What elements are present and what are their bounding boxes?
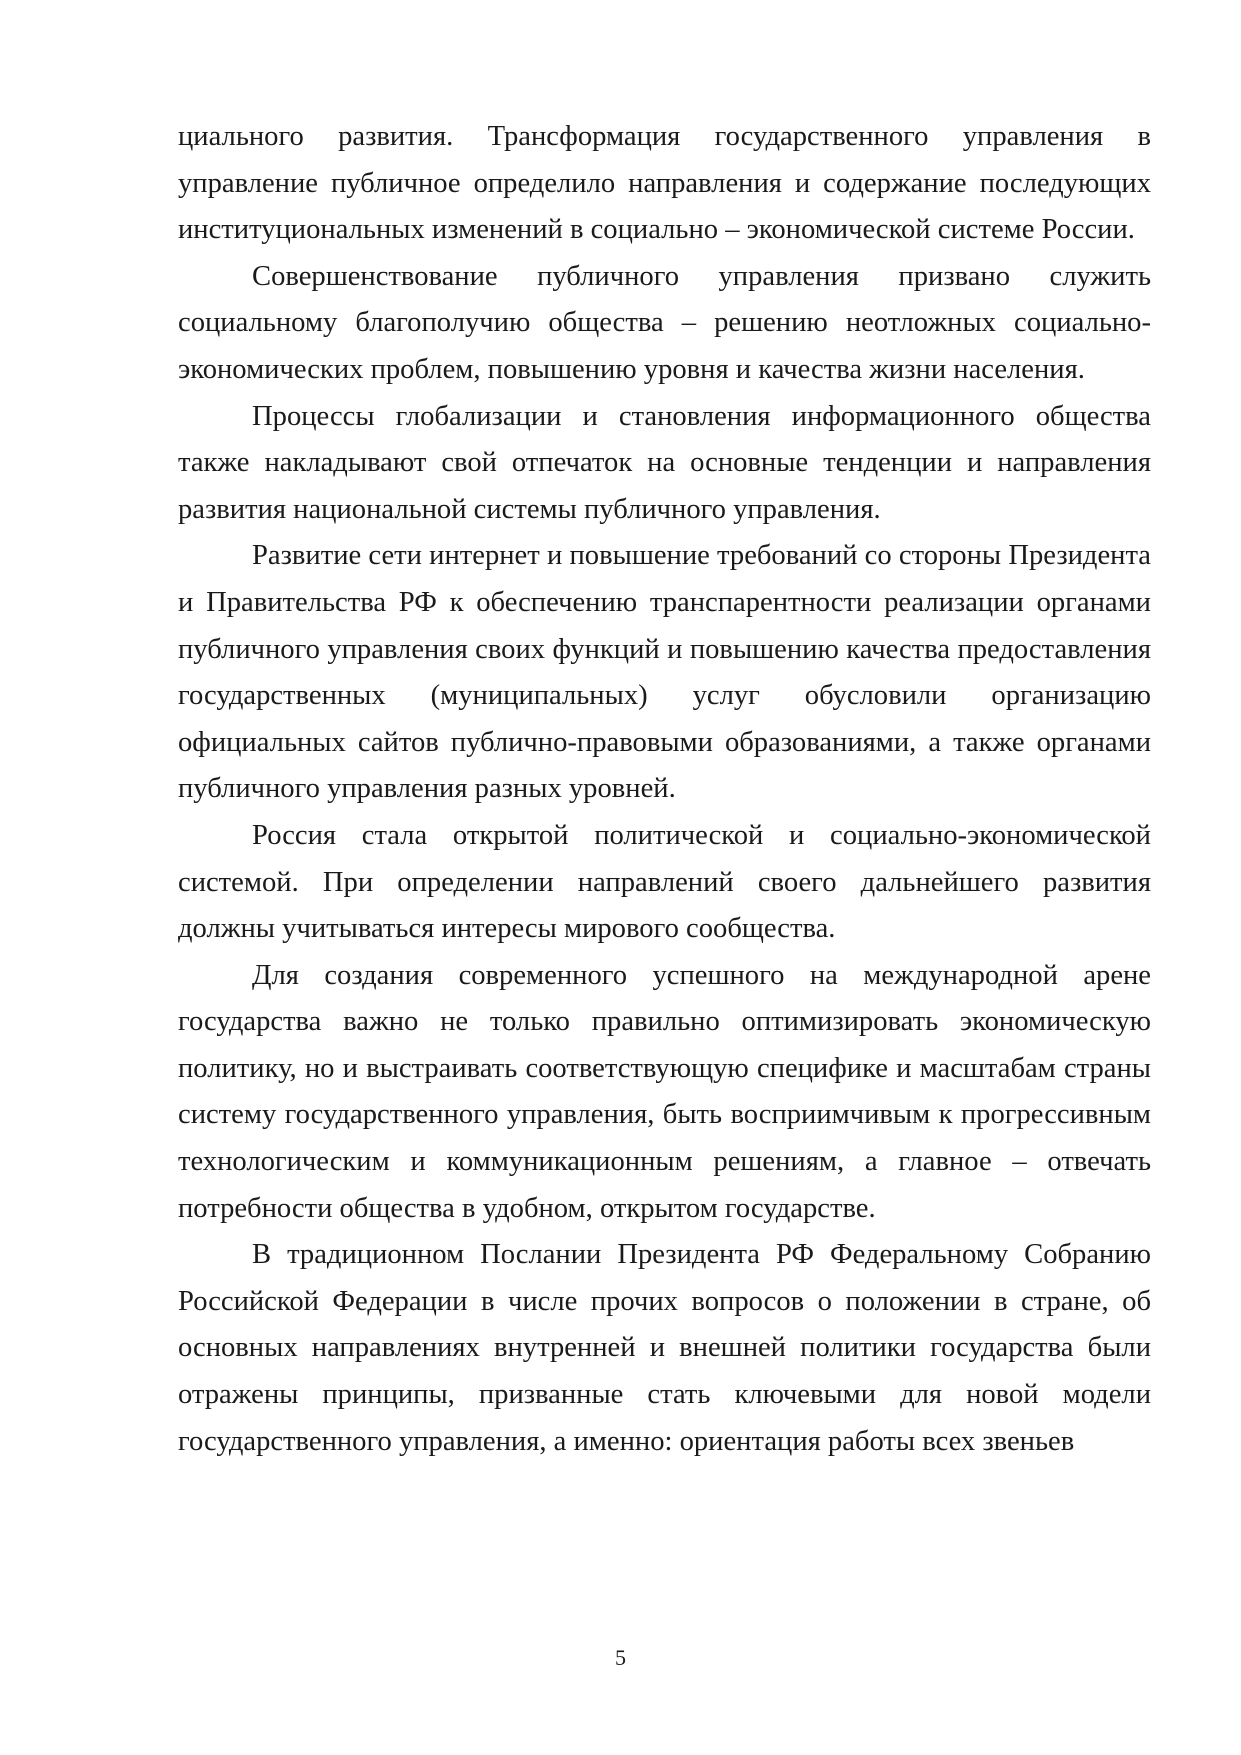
paragraph-1: циального развития. Трансформация государственного управления в управление публичное определило направления и содержание последующих институциональных изменений в социально – экономической системе России. bbox=[178, 121, 1151, 246]
page-number: 5 bbox=[615, 1645, 626, 1670]
paragraph-7: В традиционном Послании Президента РФ Федеральному Собранию Российской Федерации в числе прочих вопросов о положении в стране, об основных направлениях внутренней и внешней политики государства были отражены принципы, призванные стать ключевыми для новой модели государственного управления, а именно: ориентация работы всех звеньев bbox=[178, 1239, 1151, 1457]
paragraph-2: Совершенствование публичного управления призвано служить социальному благополучию общества – решению неотложных социально-экономических проблем, повышению уровня и качества жизни населения. bbox=[178, 260, 1151, 385]
paragraph-4: Развитие сети интернет и повышение требований со стороны Президента и Правительства РФ к обеспечению транспарентности реализации органами публичного управления своих функций и повышению качества предоставления государственных (муниципальных) услуг обусловили организацию официальных сайтов публично-правовыми образованиями, а также органами публичного управления разных уровней. bbox=[178, 540, 1151, 805]
paragraph-5: Россия стала открытой политической и социально-экономической системой. При определении направлений своего дальнейшего развития должны учитываться интересы мирового сообщества. bbox=[178, 819, 1151, 945]
paragraph-6: Для создания современного успешного на международной арене государства важно не только правильно оптимизировать экономическую политику, но и выстраивать соответствующую специфике и масштабам страны систему государственного управления, быть восприимчивым к прогрессивным технологическим и коммуникационным решениям, а главное – отвечать потребности общества в удобном, открытом государстве. bbox=[178, 959, 1151, 1224]
document-body bbox=[178, 114, 1151, 1465]
paragraph-3: Процессы глобализации и становления информационного общества также накладывают свой отпечаток на основные тенденции и направления развития национальной системы публичного управления. bbox=[178, 400, 1151, 525]
